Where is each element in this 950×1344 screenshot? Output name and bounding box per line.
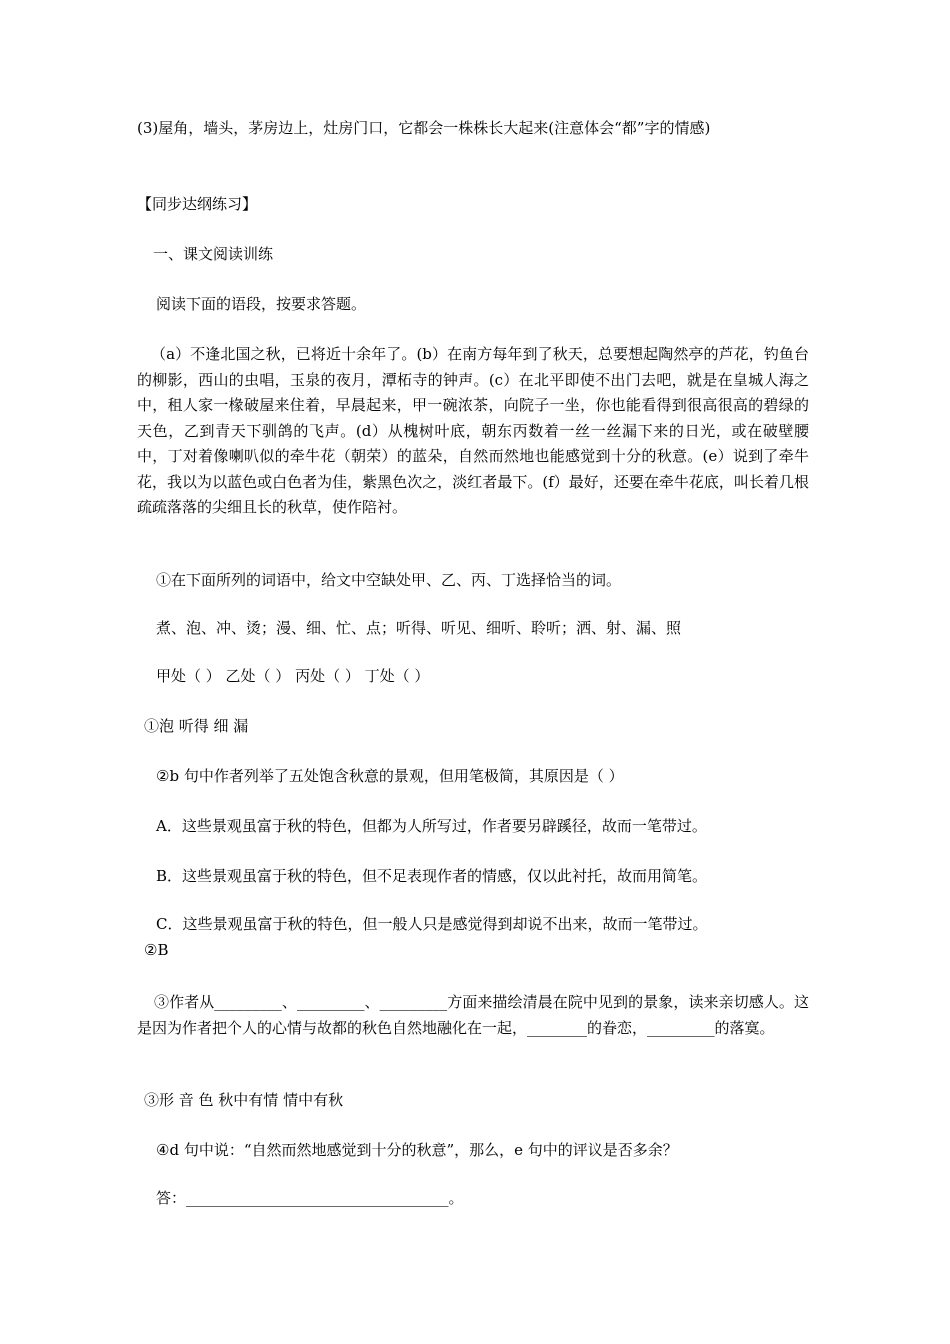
reading-instruction: 阅读下面的语段，按要求答题。 bbox=[156, 295, 367, 313]
part-heading: 一、课文阅读训练 bbox=[153, 245, 274, 263]
question-2: ②b 句中作者列举了五处饱含秋意的景观，但用笔极简，其原因是（ ） bbox=[156, 767, 624, 785]
reading-passage: （a）不逢北国之秋，已将近十余年了。(b）在南方每年到了秋天，总要想起陶然亭的芦花，钓鱼台的柳影，西山的虫唱，玉泉的夜月，潭柘寺的钟声。(c）在北平即使不出门去吧，就是在皇城人海之中，租人家一椽破屋来住着，早晨起来，甲一碗浓茶，向院子一坐，你也能看得到很高很高的碧绿的天色，乙到青天下驯鸽的飞声。(d）从槐树叶底，朝东丙数着一丝一丝漏下来的日光，或在破壁腰中，丁对着像喇叭似的牵牛花（朝荣）的蓝朵，自然而然地也能感觉到十分的秋意。(e）说到了牵牛花，我以为以蓝色或白色者为佳，紫黑色次之，淡红者最下。(f）最好，还要在牵牛花底，叫长着几根疏疏落落的尖细且长的秋草，使作陪衬。 bbox=[137, 345, 809, 516]
question-2-option-a: A．这些景观虽富于秋的特色，但都为人所写过，作者要另辟蹊径，故而一笔带过。 bbox=[156, 817, 707, 835]
question-3: ③作者从_________、_________、_________方面来描绘清晨在院中见到的景象，读来亲切感人。这是因为作者把个人的心情与故都的秋色自然地融化在一起，________的眷恋，_________的落寞。 bbox=[137, 993, 809, 1037]
question-2-option-b: B．这些景观虽富于秋的特色，但不足表现作者的情感，仅以此衬托，故而用简笔。 bbox=[156, 867, 708, 885]
answer-1: ①泡 听得 细 漏 bbox=[144, 717, 249, 735]
question-1-options: 煮、泡、冲、烫；漫、细、忙、点；听得、听见、细听、聆听；洒、射、漏、照 bbox=[156, 619, 682, 637]
sentence-item-3: (3)屋角，墙头，茅房边上，灶房门口，它都会一株株长大起来(注意体会“都”字的情感) bbox=[137, 119, 711, 137]
question-4: ④d 句中说：“自然而然地感觉到十分的秋意”，那么，e 句中的评议是否多余？ bbox=[156, 1141, 678, 1159]
question-1: ①在下面所列的词语中，给文中空缺处甲、乙、丙、丁选择恰当的词。 bbox=[156, 571, 622, 589]
answer-3: ③形 音 色 秋中有情 情中有秋 bbox=[144, 1091, 344, 1109]
answer-line: 答：___________________________________。 bbox=[156, 1189, 464, 1207]
question-2-option-c: C．这些景观虽富于秋的特色，但一般人只是感觉得到却说不出来，故而一笔带过。 bbox=[156, 915, 708, 933]
question-1-blanks: 甲处（ ） 乙处（ ） 丙处（ ） 丁处（ ） bbox=[156, 667, 430, 685]
section-title: 【同步达纲练习】 bbox=[137, 195, 258, 213]
answer-2: ②B bbox=[144, 941, 169, 959]
